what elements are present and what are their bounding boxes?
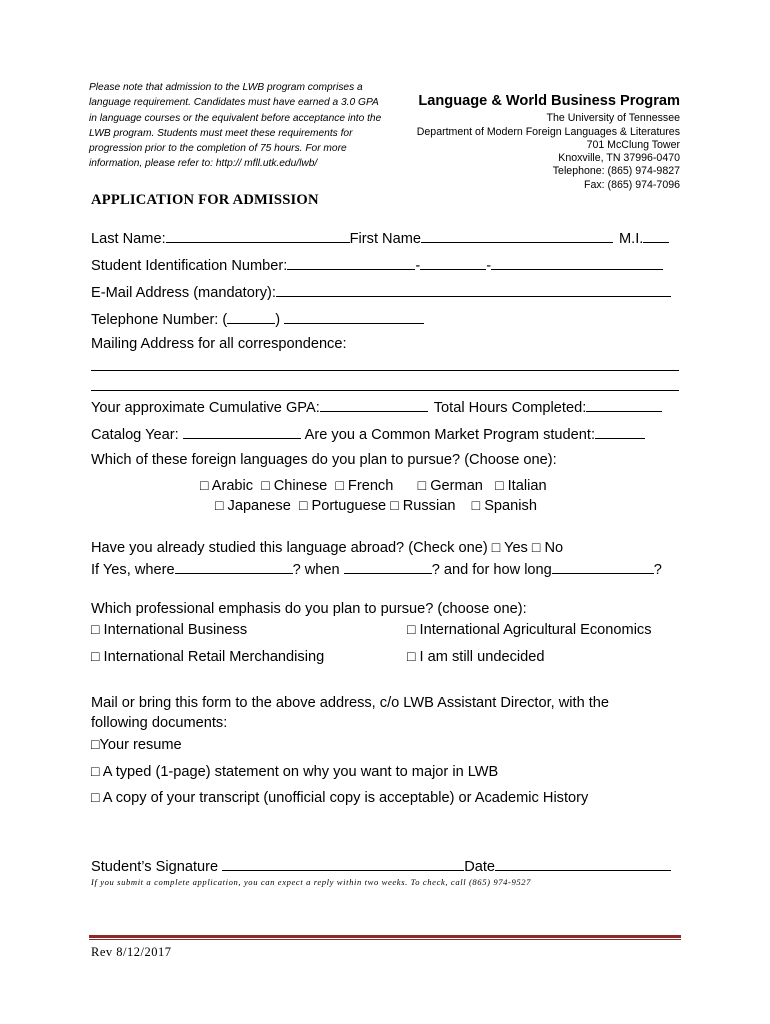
common-market-label: Are you a Common Market Program student: [304, 427, 596, 443]
paren-close: ) [275, 312, 281, 328]
department-line: Department of Modern Foreign Languages & Literatures [416, 126, 680, 138]
university-line: The University of Tennessee [546, 112, 680, 124]
checkbox-yes[interactable]: □ Yes [491, 539, 528, 556]
dash-1: - [415, 258, 421, 274]
checkbox-portuguese[interactable]: □ Portuguese [298, 497, 387, 514]
date-label: Date [464, 859, 496, 875]
gpa-field[interactable] [320, 397, 428, 412]
address-line: 701 McClung Tower [586, 139, 680, 151]
mi-field[interactable] [643, 228, 669, 243]
telephone-field[interactable] [284, 309, 424, 324]
footnote: If you submit a complete application, you can expect a reply within two weeks. To check, call (865) 974-9527 [91, 877, 532, 887]
footer-rule [89, 935, 681, 938]
checkbox-chinese[interactable]: □ Chinese [261, 477, 328, 494]
language-question: Which of these foreign languages do you plan to pursue? (Choose one): [91, 452, 557, 468]
last-name-label: Last Name: [91, 231, 166, 247]
student-id-label: Student Identification Number: [91, 258, 288, 274]
email-label: E-Mail Address (mandatory): [91, 285, 276, 301]
area-code-field[interactable] [227, 309, 275, 324]
date-field[interactable] [495, 856, 671, 871]
language-row-1 [200, 476, 547, 495]
question-mark: ? [653, 562, 662, 578]
signature-field[interactable] [222, 856, 464, 871]
abroad-row [91, 538, 563, 557]
first-name-label: First Name [349, 231, 421, 247]
checkbox-italian[interactable]: □ Italian [495, 477, 547, 494]
when-label: ? when [292, 562, 340, 578]
admission-note: Please note that admission to the LWB program comprises a language requirement. Candidates must have earned a 3.0 GPA in language courses or the equivalent before acceptance into the LWB program. Students must meet these requirements for progression prior to the completion of 75 hours. For more information, please refer to: http:// mfll.utk.edu/lwb/ [89, 82, 382, 170]
gpa-label: Your approximate Cumulative GPA: [91, 400, 320, 416]
checkbox-japanese[interactable]: □ Japanese [215, 497, 291, 514]
city-line: Knoxville, TN 37996-0470 [558, 152, 680, 164]
hours-field[interactable] [586, 397, 662, 412]
telephone-label: Telephone Number: ( [91, 312, 228, 328]
mi-label: M.I. [618, 231, 644, 247]
mailing-label: Mailing Address for all correspondence: [91, 336, 347, 352]
dash-2: - [486, 258, 492, 274]
footer-rule-thin [89, 939, 681, 940]
checkbox-no[interactable]: □ No [531, 539, 564, 556]
abroad-question: Have you already studied this language abroad? (Check one) [91, 540, 488, 556]
telephone-line: Telephone: (865) 974-9827 [552, 165, 680, 177]
checkbox-international-business[interactable]: □ International Business [91, 621, 248, 638]
checkbox-russian[interactable]: □ Russian [390, 497, 456, 514]
signature-label: Student’s Signature [91, 859, 219, 875]
checkbox-statement[interactable]: □ A typed (1-page) statement on why you want to major in LWB [91, 763, 499, 780]
emphasis-question: Which professional emphasis do you plan to pursue? (choose one): [91, 601, 527, 617]
checkbox-retail-merchandising[interactable]: □ International Retail Merchandising [91, 648, 325, 665]
student-id-part1[interactable] [287, 255, 415, 270]
gpa-row [91, 397, 662, 417]
telephone-row [91, 309, 424, 329]
checkbox-french[interactable]: □ French [335, 477, 394, 494]
checkbox-resume[interactable]: □Your resume [91, 736, 182, 753]
language-row-2 [215, 496, 537, 515]
mailing-line-1[interactable] [91, 370, 679, 371]
student-id-row [91, 255, 663, 275]
name-row [91, 228, 669, 248]
when-field[interactable] [344, 559, 432, 574]
program-title: Language & World Business Program [418, 93, 680, 109]
checkbox-german[interactable]: □ German [417, 477, 483, 494]
checkbox-spanish[interactable]: □ Spanish [471, 497, 537, 514]
signature-row [91, 856, 671, 876]
email-row [91, 282, 671, 302]
fax-line: Fax: (865) 974-7096 [584, 179, 680, 191]
mail-instructions-1: Mail or bring this form to the above address, c/o LWB Assistant Director, with the [91, 695, 610, 711]
mailing-line-2[interactable] [91, 390, 679, 391]
abroad-details-row [91, 559, 662, 579]
student-id-part2[interactable] [420, 255, 486, 270]
email-field[interactable] [276, 282, 671, 297]
how-long-label: ? and for how long [431, 562, 552, 578]
page-title: APPLICATION FOR ADMISSION [91, 192, 319, 208]
catalog-row [91, 424, 645, 444]
checkbox-arabic[interactable]: □ Arabic [200, 477, 254, 494]
checkbox-transcript[interactable]: □ A copy of your transcript (unofficial copy is acceptable) or Academic History [91, 789, 589, 806]
where-label: If Yes, where [91, 562, 175, 578]
checkbox-undecided[interactable]: □ I am still undecided [407, 648, 545, 665]
hours-label: Total Hours Completed: [433, 400, 587, 416]
how-long-field[interactable] [552, 559, 654, 574]
checkbox-agricultural-economics[interactable]: □ International Agricultural Economics [407, 621, 652, 638]
last-name-field[interactable] [166, 228, 350, 243]
first-name-field[interactable] [421, 228, 613, 243]
common-market-field[interactable] [595, 424, 645, 439]
where-field[interactable] [175, 559, 293, 574]
revision-label: Rev 8/12/2017 [91, 945, 172, 959]
catalog-field[interactable] [183, 424, 301, 439]
student-id-part3[interactable] [491, 255, 663, 270]
mail-instructions-2: following documents: [91, 715, 228, 731]
catalog-label: Catalog Year: [91, 427, 179, 443]
